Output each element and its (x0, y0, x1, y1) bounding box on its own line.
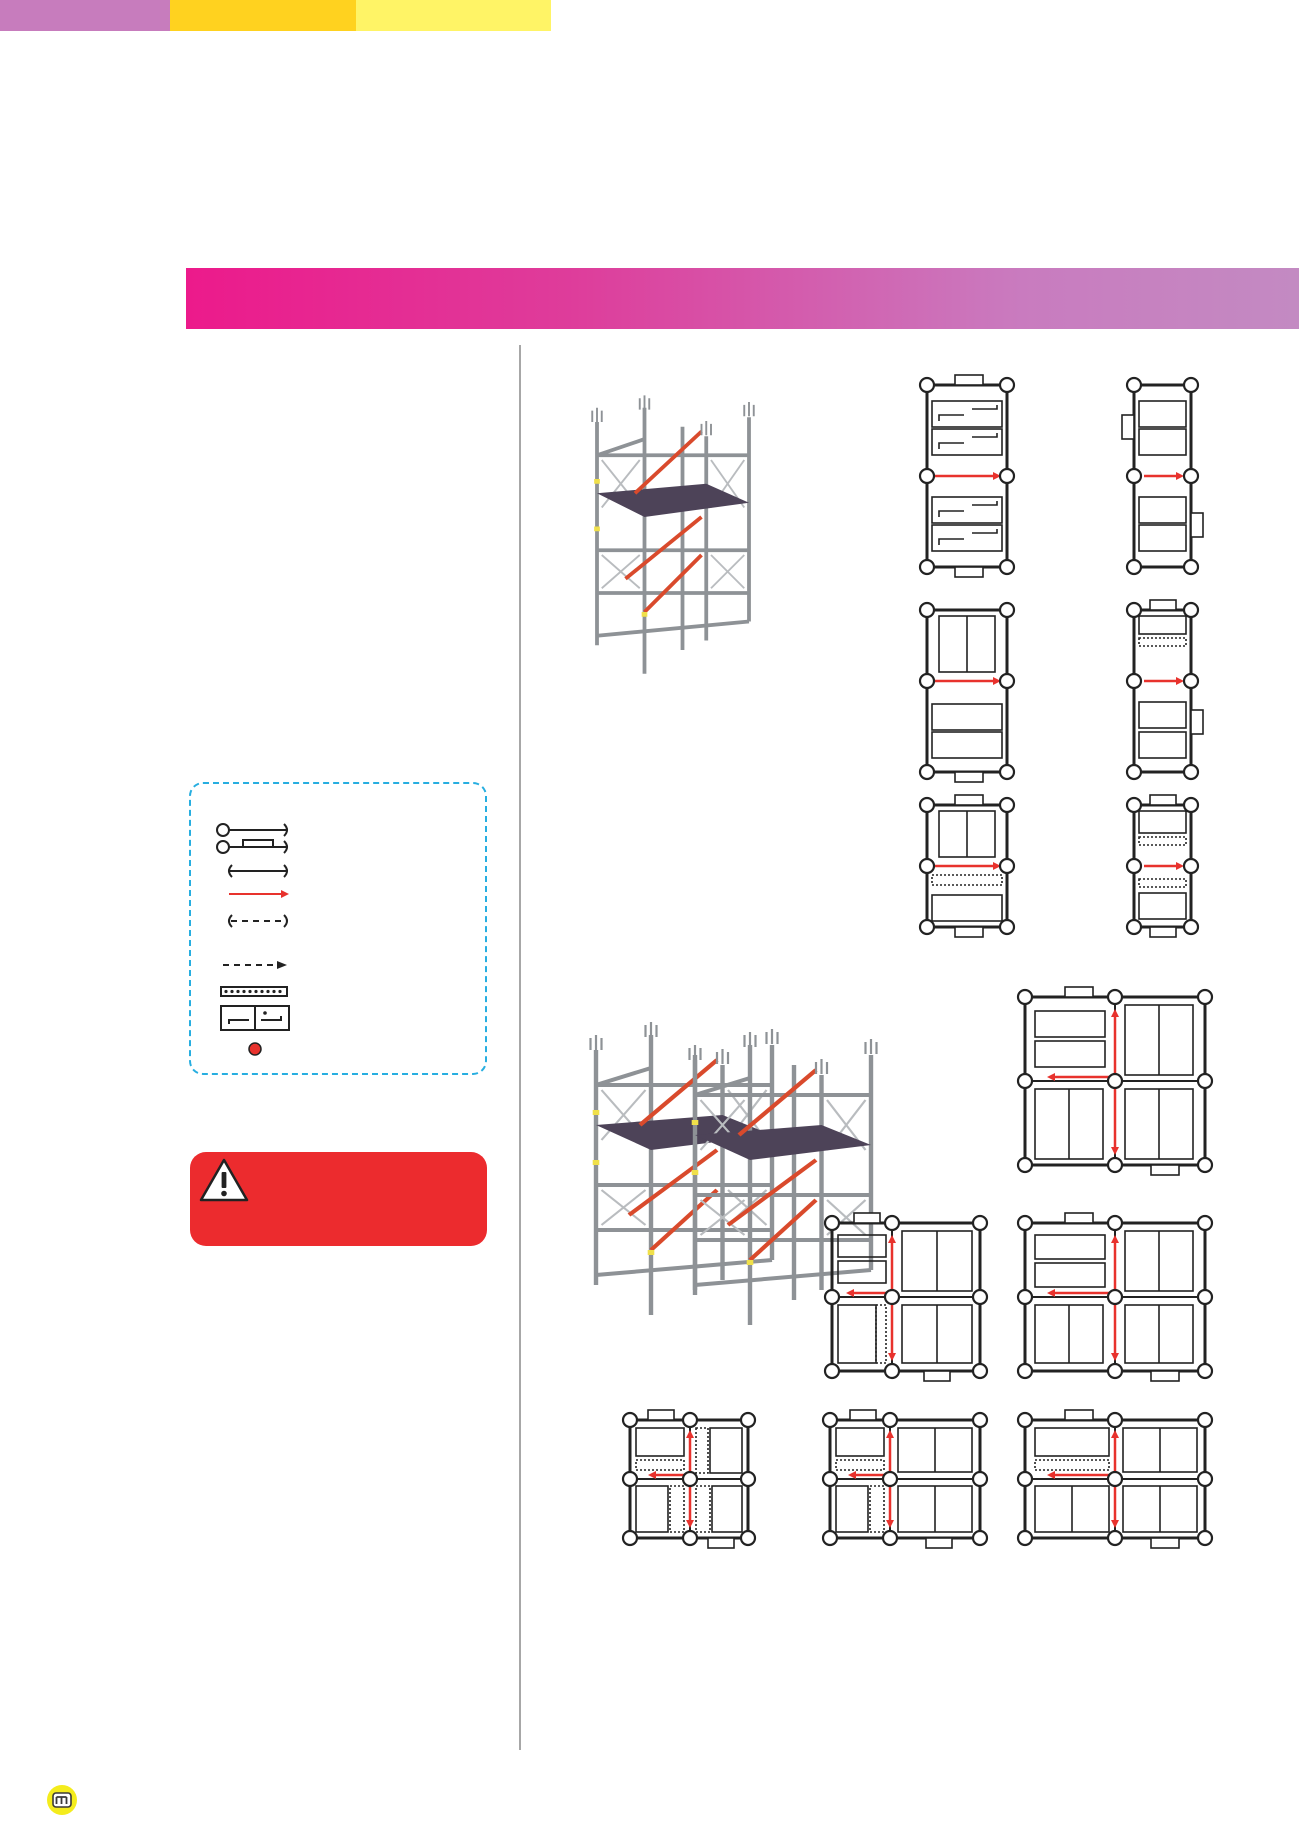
plan-diagram-9 (1018, 1410, 1212, 1548)
plan-diagram-8 (823, 1410, 987, 1548)
double-tower-illustration (591, 1022, 877, 1325)
ledger-symbol (229, 865, 287, 877)
warning-triangle-icon (198, 1157, 250, 1203)
top-strip-light-yellow (356, 0, 551, 31)
warning-box (190, 1152, 487, 1246)
legend-box (189, 782, 487, 1075)
red-diagonal-symbol (229, 890, 289, 898)
plan-diagram-3a (920, 795, 1014, 937)
deck-symbol (221, 1006, 289, 1030)
red-dot-symbol (249, 1043, 261, 1055)
plan-diagram-1a (920, 375, 1014, 577)
legend-symbols (191, 784, 485, 1073)
section-header-band (186, 268, 1299, 329)
plan-diagram-6 (1018, 1213, 1212, 1381)
gap-cover-symbol (221, 987, 287, 996)
top-strip-yellow (170, 0, 356, 31)
ledger-with-toe-board-symbol (217, 840, 287, 853)
plan-diagram-1b (1122, 378, 1203, 574)
top-strip-purple (0, 0, 170, 31)
standard-ledger-symbol (217, 824, 287, 836)
plan-diagram-7 (623, 1410, 755, 1548)
company-logo-icon (46, 1784, 78, 1816)
plan-diagram-2b (1127, 600, 1203, 779)
dashed-diagonal-symbol (223, 961, 287, 969)
plan-diagram-2a (920, 603, 1014, 782)
dashed-ledger-symbol (229, 915, 287, 927)
plan-diagram-3b (1127, 795, 1198, 937)
plan-diagram-4 (1018, 987, 1212, 1175)
single-tower-illustration (592, 395, 754, 673)
diagrams-area (520, 345, 1299, 1585)
